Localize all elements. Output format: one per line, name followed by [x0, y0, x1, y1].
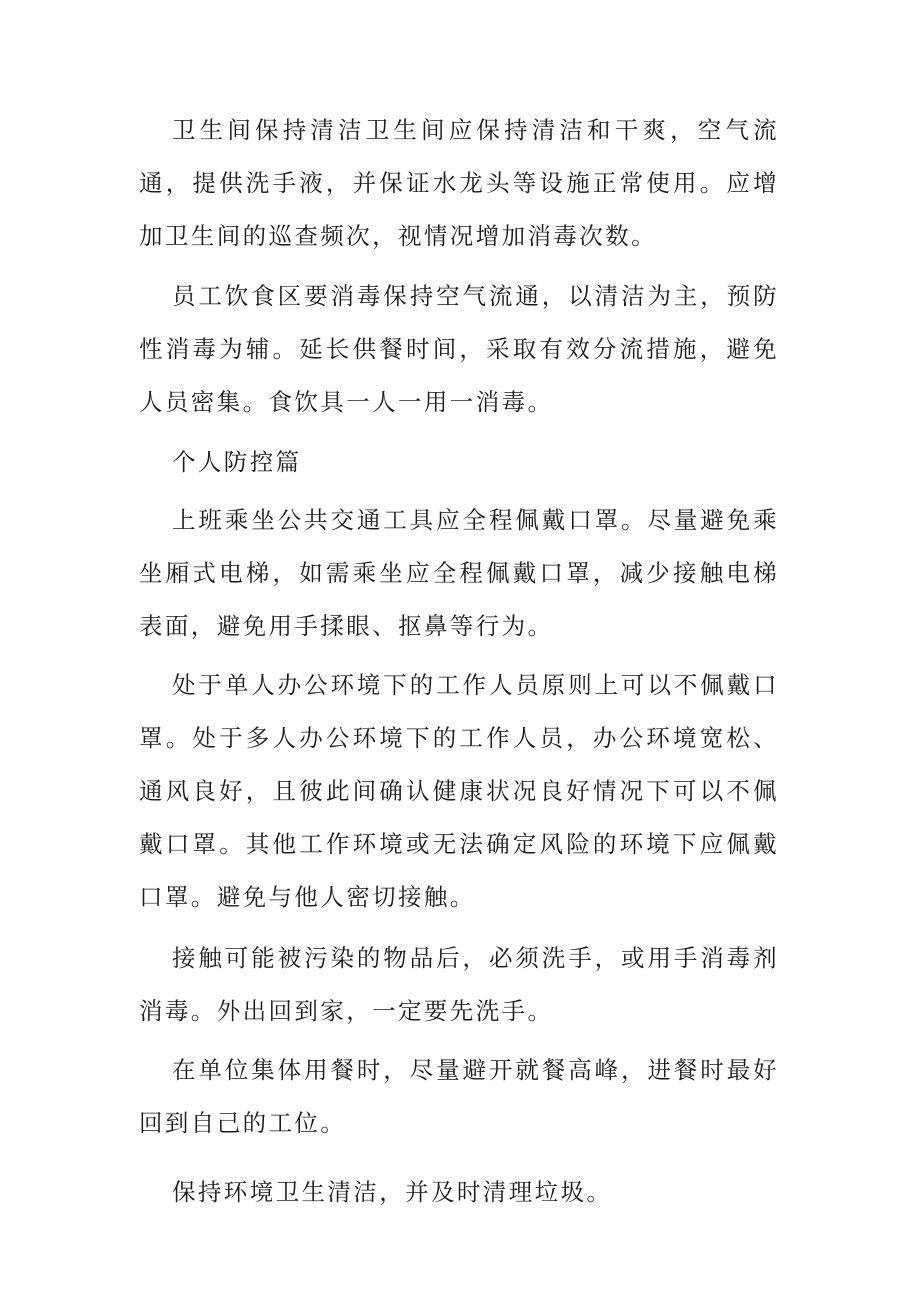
- document-body: [139, 104, 779, 1219]
- paragraph-restroom: 卫生间保持清洁卫生间应保持清洁和干爽，空气流通，提供洗手液，并保证水龙头等设施正常使用。应增加卫生间的巡查频次，视情况增加消毒次数。: [139, 116, 779, 250]
- paragraph-group-meals: 在单位集体用餐时，尽量避开就餐高峰，进餐时最好回到自己的工位。: [139, 1056, 779, 1137]
- paragraph-office-mask: 处于单人办公环境下的工作人员原则上可以不佩戴口罩。处于多人办公环境下的工作人员，办公环境宽松、通风良好，且彼此间确认健康状况良好情况下可以不佩戴口罩。其他工作环境或无法确定风险的环境下应佩戴口罩。避免与他人密切接触。: [139, 671, 779, 911]
- paragraph-commute: 上班乘坐公共交通工具应全程佩戴口罩。尽量避免乘坐厢式电梯，如需乘坐应全程佩戴口罩，减少接触电梯表面，避免用手揉眼、抠鼻等行为。: [139, 506, 779, 640]
- paragraph-environment: 保持环境卫生清洁，并及时清理垃圾。: [172, 1178, 613, 1206]
- section-heading-personal-protection: 个人防控篇: [172, 448, 302, 476]
- paragraph-dining-area: 员工饮食区要消毒保持空气流通，以清洁为主，预防性消毒为辅。延长供餐时间，采取有效分流措施，避免人员密集。食饮具一人一用一消毒。: [139, 282, 779, 416]
- paragraph-handwashing: 接触可能被污染的物品后，必须洗手，或用手消毒剂消毒。外出回到家，一定要先洗手。: [139, 944, 779, 1025]
